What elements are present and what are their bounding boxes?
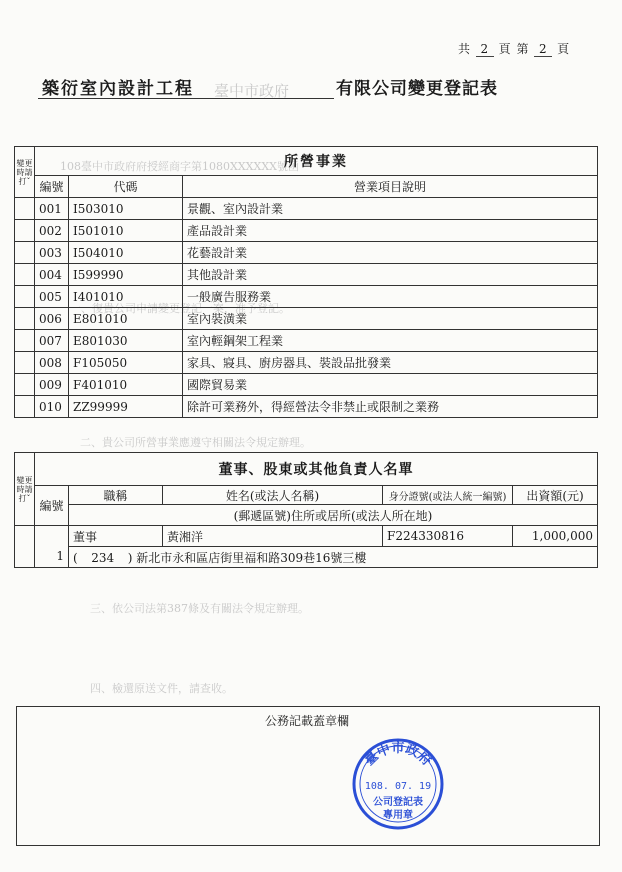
item-no: 010 [35, 396, 69, 418]
watermark-line: 三、依公司法第387條及有關法令規定辦理。 [90, 602, 309, 615]
col-header-code: 代碼 [69, 176, 183, 198]
item-no: 003 [35, 242, 69, 264]
page-mid: 頁 第 [498, 42, 530, 56]
seal-box-title: 公務記載蓋章欄 [264, 714, 349, 728]
official-seal-stamp [350, 736, 446, 832]
change-mark-box[interactable] [15, 330, 35, 352]
col-header-name: 姓名(或法人名稱) [163, 486, 383, 505]
change-mark-box[interactable] [15, 242, 35, 264]
col-header-no: 編號 [35, 176, 69, 198]
change-mark-box[interactable] [15, 286, 35, 308]
directors-table [14, 452, 598, 568]
directors-section-title: 董事、股東或其他負責人名單 [35, 453, 598, 486]
director-name: 黃湘洋 [163, 526, 383, 547]
change-mark-box[interactable] [15, 198, 35, 220]
change-mark-cell[interactable]: 變更時請打ˇ [15, 147, 35, 198]
business-row [15, 264, 598, 286]
page-prefix: 共 [458, 42, 472, 56]
col-header-no: 編號 [35, 486, 69, 526]
business-row [15, 220, 598, 242]
item-code: I599990 [69, 264, 183, 286]
item-no: 007 [35, 330, 69, 352]
business-row [15, 374, 598, 396]
watermark-line: 四、檢還原送文件，請查收。 [90, 682, 233, 695]
page-number [458, 40, 570, 57]
col-header-id: 身分證號(或法人統一編號) [383, 486, 513, 505]
item-code: E801010 [69, 308, 183, 330]
item-desc: 室內裝潢業 [183, 308, 598, 330]
watermark-line: 二、貴公司所營事業應遵守相關法令規定辦理。 [80, 436, 311, 449]
item-desc: 產品設計業 [183, 220, 598, 242]
item-code: I401010 [69, 286, 183, 308]
item-desc: 花藝設計業 [183, 242, 598, 264]
director-no: 1 [35, 526, 69, 568]
total-pages: 2 [476, 42, 494, 57]
change-mark-box[interactable] [15, 220, 35, 242]
business-section-title: 所營事業 [35, 147, 598, 176]
item-code: I501010 [69, 220, 183, 242]
current-page: 2 [534, 42, 552, 57]
business-row [15, 198, 598, 220]
business-row [15, 308, 598, 330]
business-row [15, 286, 598, 308]
stamp-bottom-text-1: 公司登記表 [373, 797, 423, 808]
director-address-row [15, 547, 598, 568]
form-title: 有限公司變更登記表 [336, 79, 498, 99]
change-mark-box[interactable] [15, 374, 35, 396]
address-text: 新北市永和區店街里福和路309巷16號三樓 [136, 550, 367, 565]
item-code: I504010 [69, 242, 183, 264]
item-no: 002 [35, 220, 69, 242]
item-desc: 景觀、室內設計業 [183, 198, 598, 220]
stamp-top-text: 臺中市政府 [362, 741, 434, 769]
director-address [69, 547, 598, 568]
col-header-desc: 營業項目說明 [183, 176, 598, 198]
director-row [15, 526, 598, 547]
director-title: 董事 [69, 526, 163, 547]
item-code: E801030 [69, 330, 183, 352]
stamp-date: 108. 07. 19 [364, 781, 432, 792]
director-id: F224330816 [383, 526, 513, 547]
item-desc: 家具、寢具、廚房器具、裝設品批發業 [183, 352, 598, 374]
postal-close: ) [127, 550, 133, 565]
postal-open: ( [73, 550, 78, 565]
col-header-capital: 出資額(元) [513, 486, 598, 505]
col-header-address: (郵遞區號)住所或居所(或法人所在地) [69, 505, 598, 526]
stamp-bottom-text-2: 專用章 [383, 810, 413, 821]
company-name: 築衍室內設計工程 [42, 79, 194, 99]
item-no: 001 [35, 198, 69, 220]
business-row [15, 242, 598, 264]
business-row [15, 396, 598, 418]
item-desc: 其他設計業 [183, 264, 598, 286]
change-mark-box[interactable] [15, 308, 35, 330]
postal-code: 234 [91, 550, 115, 565]
change-mark-box[interactable] [15, 264, 35, 286]
business-row [15, 330, 598, 352]
item-code: I503010 [69, 198, 183, 220]
item-no: 005 [35, 286, 69, 308]
change-mark-box[interactable] [15, 526, 35, 568]
page-suffix: 頁 [557, 42, 571, 56]
company-name-underline [38, 98, 334, 99]
item-desc: 除許可業務外，得經營法令非禁止或限制之業務 [183, 396, 598, 418]
business-row [15, 352, 598, 374]
item-no: 006 [35, 308, 69, 330]
watermark-line: 108臺中市政府府授經商字第1080XXXXXX號函 [60, 160, 299, 173]
change-mark-cell[interactable]: 變更時請打ˇ [15, 453, 35, 526]
item-desc: 國際貿易業 [183, 374, 598, 396]
director-capital: 1,000,000 [513, 526, 598, 547]
item-desc: 一般廣告服務業 [183, 286, 598, 308]
item-code: ZZ99999 [69, 396, 183, 418]
item-desc: 室內輕鋼架工程業 [183, 330, 598, 352]
item-code: F105050 [69, 352, 183, 374]
change-mark-box[interactable] [15, 396, 35, 418]
watermark-line-a: 臺中市政府 [214, 82, 290, 100]
change-mark-box[interactable] [15, 352, 35, 374]
item-no: 009 [35, 374, 69, 396]
watermark-line: 一、復貴公司申請變更登記一案，准予登記。 [70, 302, 290, 315]
item-no: 004 [35, 264, 69, 286]
business-items-table [14, 146, 598, 418]
item-code: F401010 [69, 374, 183, 396]
col-header-title: 職稱 [69, 486, 163, 505]
item-no: 008 [35, 352, 69, 374]
